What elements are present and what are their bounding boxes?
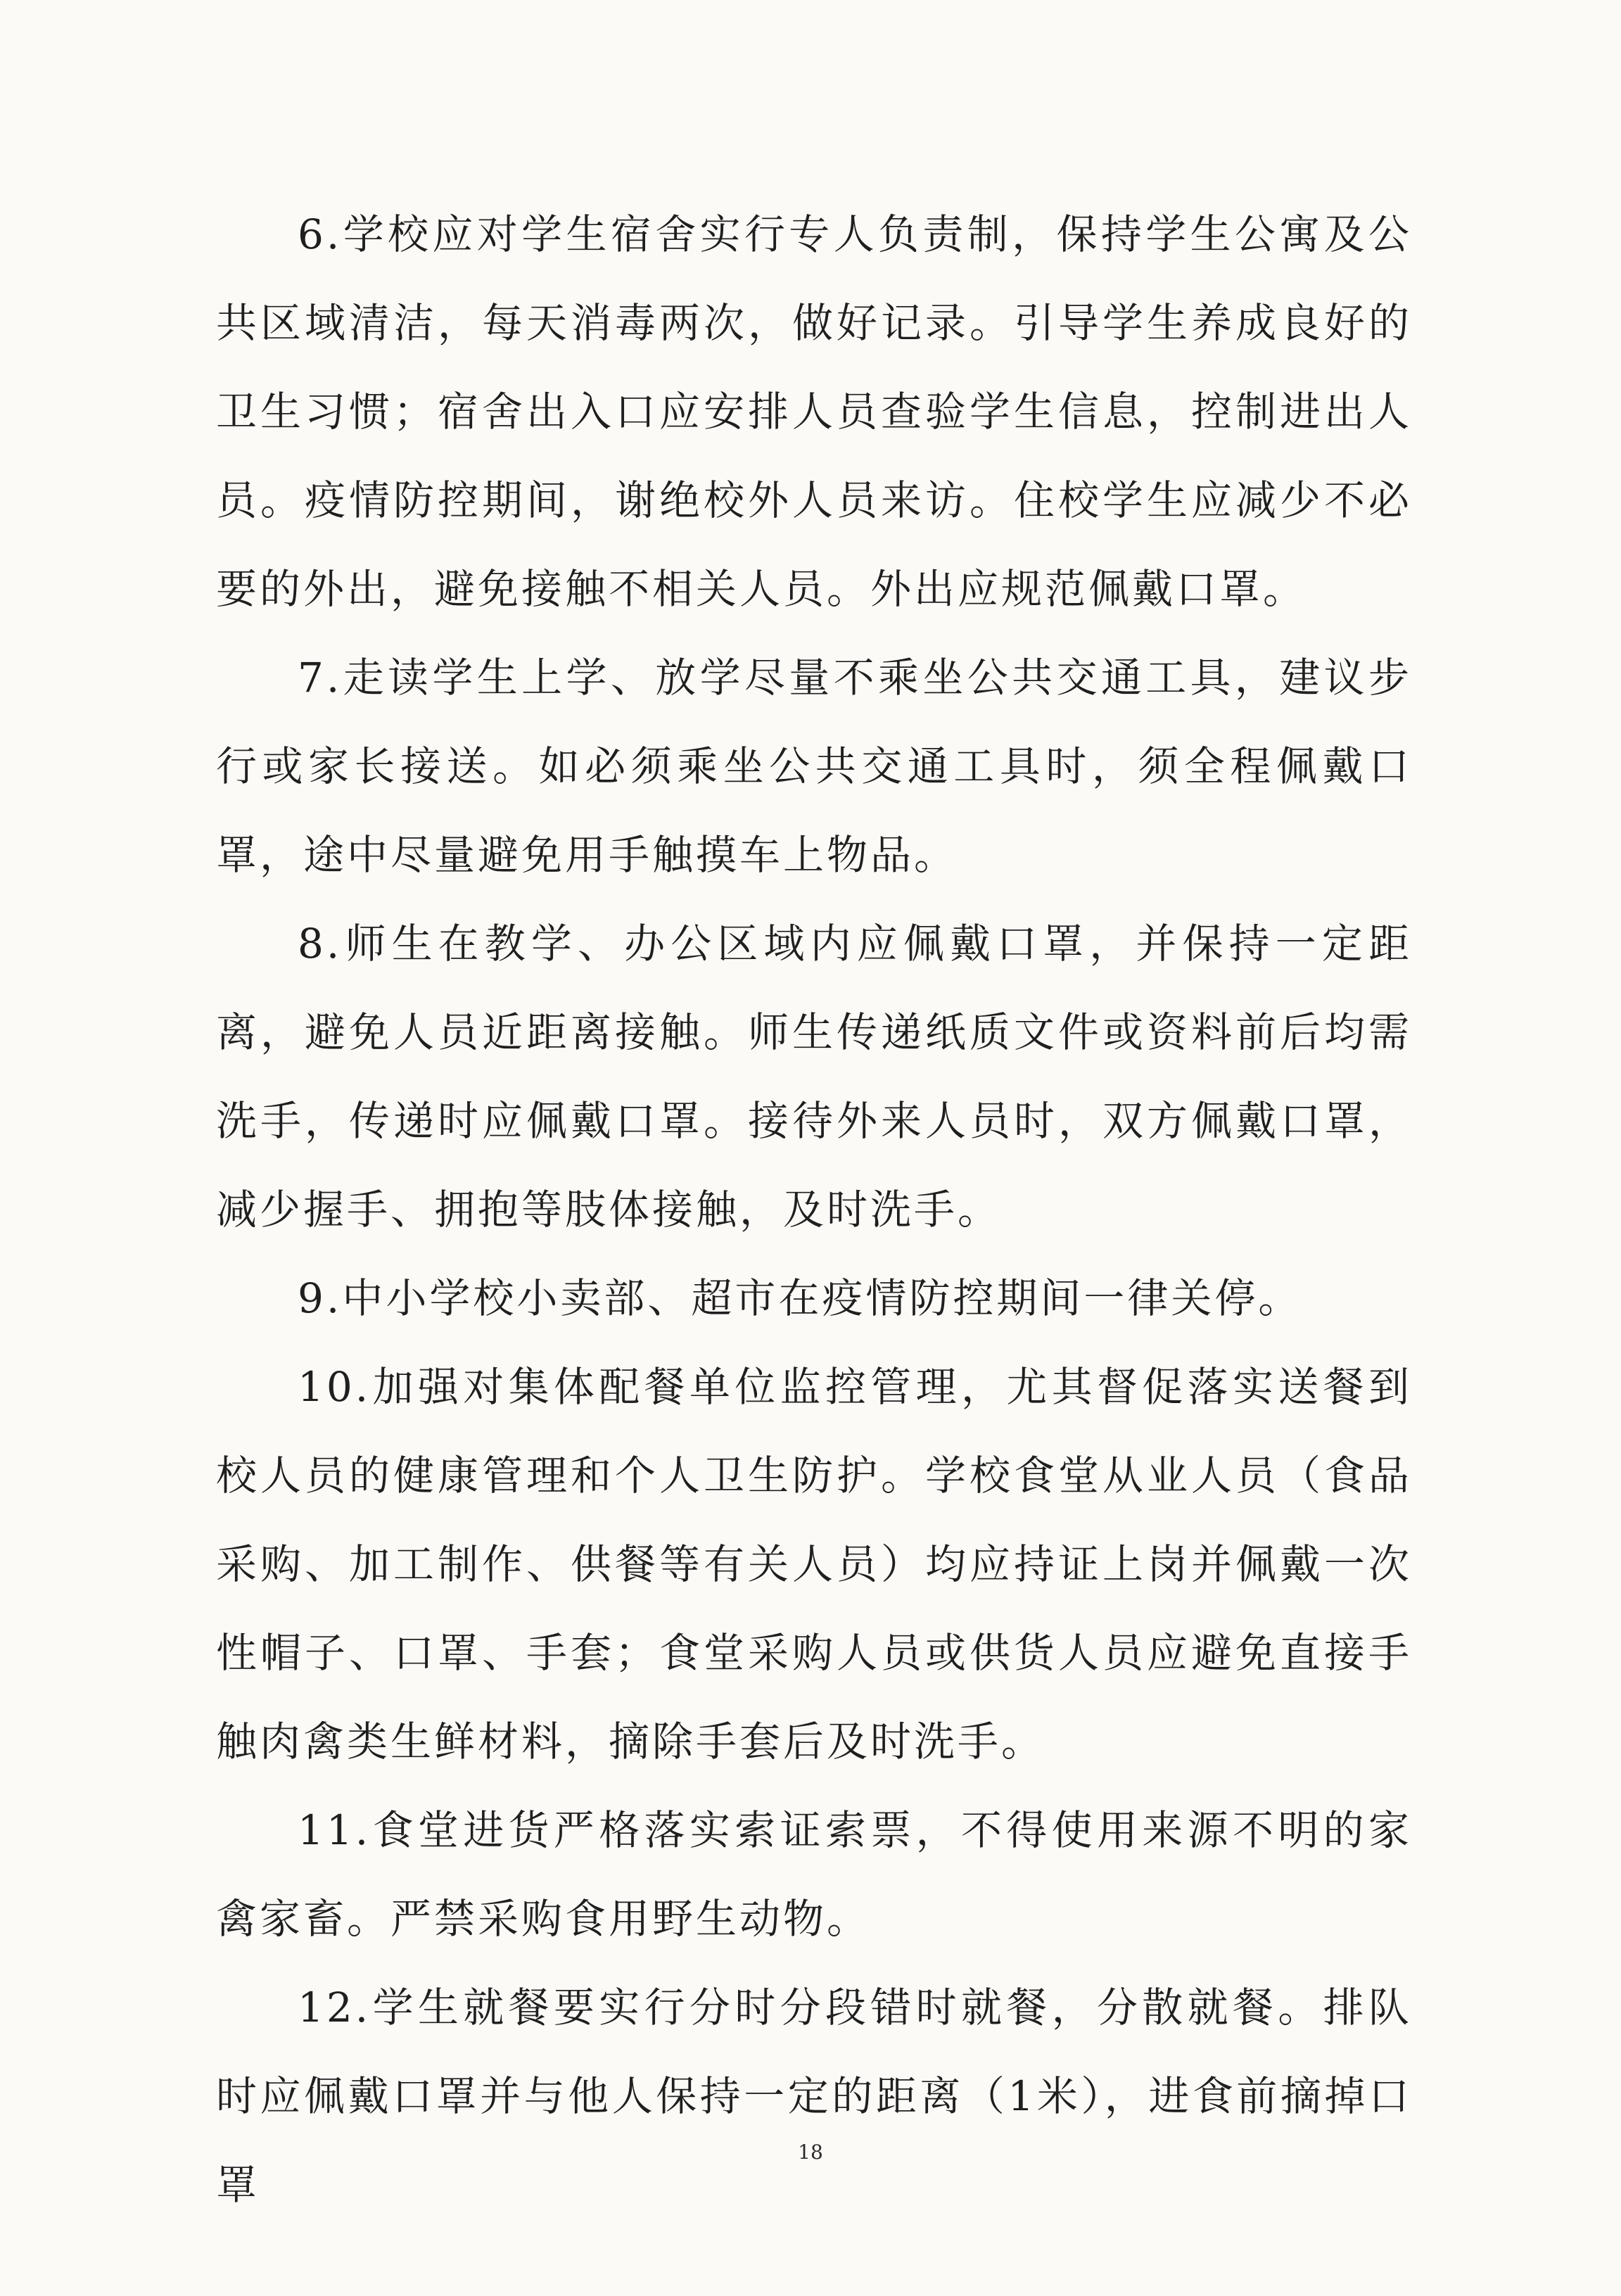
paragraph-item-12: 12.学生就餐要实行分时分段错时就餐，分散就餐。排队时应佩戴口罩并与他人保持一定的距离（1米），进食前摘掉口罩 — [216, 1984, 1412, 2209]
page-number: 18 — [798, 2140, 823, 2164]
paragraph-item-11: 11.食堂进货严格落实索证索票，不得使用来源不明的家禽家畜。严禁采购食用野生动物。 — [216, 1806, 1412, 1943]
document-body — [216, 190, 1412, 2229]
paragraph-item-6: 6.学校应对学生宿舍实行专人负责制，保持学生公寓及公共区域清洁，每天消毒两次，做好记录。引导学生养成良好的卫生习惯；宿舍出入口应安排人员查验学生信息，控制进出人员。疫情防控期间，谢绝校外人员来访。住校学生应减少不必要的外出，避免接触不相关人员。外出应规范佩戴口罩。 — [216, 210, 1412, 613]
paragraph-item-8: 8.师生在教学、办公区域内应佩戴口罩，并保持一定距离，避免人员近距离接触。师生传递纸质文件或资料前后均需洗手，传递时应佩戴口罩。接待外来人员时，双方佩戴口罩，减少握手、拥抱等肢体接触，及时洗手。 — [216, 920, 1412, 1233]
paragraph-item-7: 7.走读学生上学、放学尽量不乘坐公共交通工具，建议步行或家长接送。如必须乘坐公共交通工具时，须全程佩戴口罩，途中尽量避免用手触摸车上物品。 — [216, 654, 1412, 879]
paragraph-item-9: 9.中小学校小卖部、超市在疫情防控期间一律关停。 — [298, 1274, 1302, 1322]
paragraph-item-10: 10.加强对集体配餐单位监控管理，尤其督促落实送餐到校人员的健康管理和个人卫生防护。学校食堂从业人员（食品采购、加工制作、供餐等有关人员）均应持证上岗并佩戴一次性帽子、口罩、手套；食堂采购人员或供货人员应避免直接手触肉禽类生鲜材料，摘除手套后及时洗手。 — [216, 1363, 1412, 1765]
